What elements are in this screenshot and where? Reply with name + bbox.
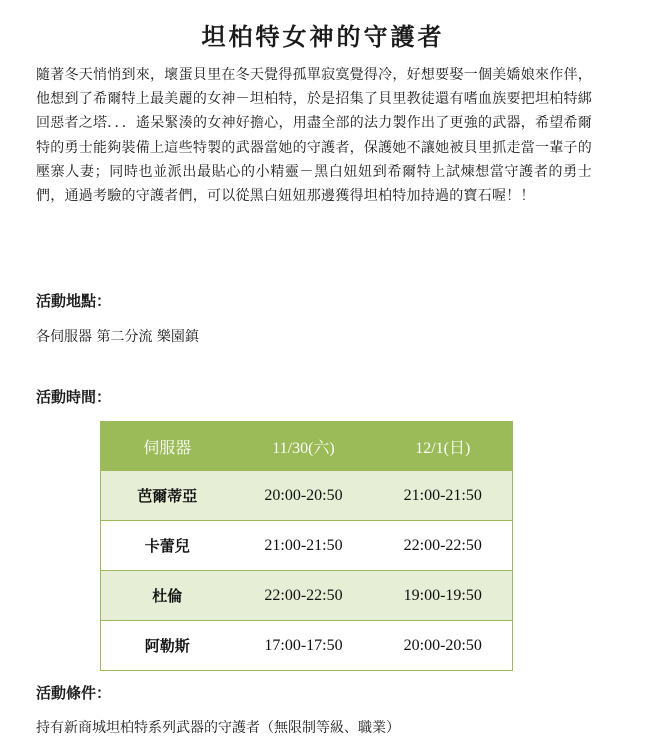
day1-time: 21:00-21:50 (234, 521, 374, 571)
day1-time: 22:00-22:50 (234, 571, 374, 621)
table-row (101, 571, 513, 621)
day1-time: 20:00-20:50 (234, 471, 374, 521)
time-label: 活動時間： (36, 388, 112, 406)
header-server: 伺服器 (101, 421, 234, 471)
location-label: 活動地點： (36, 292, 112, 310)
table-row (101, 471, 513, 521)
day2-time: 21:00-21:50 (374, 471, 513, 521)
table-row (101, 621, 513, 671)
intro-paragraph: 隨著冬天悄悄到來，壞蛋貝里在冬天覺得孤單寂寞覺得冷，好想要娶一個美嬌娘來作伴，他想到了希爾特上最美麗的女神－坦柏特，於是招集了貝里教徒還有嗜血族要把坦柏特綁回惡者之塔．．．遙呆緊湊的女神好擔心，用盡全部的法力製作出了更強的武器，希望希爾特的勇士能夠裝備上這些特製的武器當她的守護者，保護她不讓她被貝里抓走當一輩子的壓寨人妻；同時也並派出最貼心的小精靈－黑白妞妞到希爾特上試煉想當守護者的勇士們，通過考驗的守護者們，可以從黑白妞妞那邊獲得坦柏特加持過的寶石喔！！ (36, 67, 592, 205)
header-day1: 11/30(六) (234, 421, 374, 471)
day2-time: 19:00-19:50 (374, 571, 513, 621)
schedule-header-row (101, 421, 513, 471)
conditions-value: 持有新商城坦柏特系列武器的守護者（無限制等級、職業） (36, 720, 400, 736)
page-title: 坦柏特女神的守護者 (201, 23, 445, 51)
server-name: 卡蕾兒 (101, 521, 234, 571)
server-name: 杜倫 (101, 571, 234, 621)
table-row (101, 521, 513, 571)
conditions-label: 活動條件： (36, 684, 112, 702)
location-value: 各伺服器 第二分流 樂園鎮 (36, 329, 199, 345)
header-day2: 12/1(日) (374, 421, 513, 471)
server-name: 阿勒斯 (101, 621, 234, 671)
schedule-table (100, 421, 513, 671)
day2-time: 20:00-20:50 (374, 621, 513, 671)
day1-time: 17:00-17:50 (234, 621, 374, 671)
day2-time: 22:00-22:50 (374, 521, 513, 571)
server-name: 芭爾蒂亞 (101, 471, 234, 521)
